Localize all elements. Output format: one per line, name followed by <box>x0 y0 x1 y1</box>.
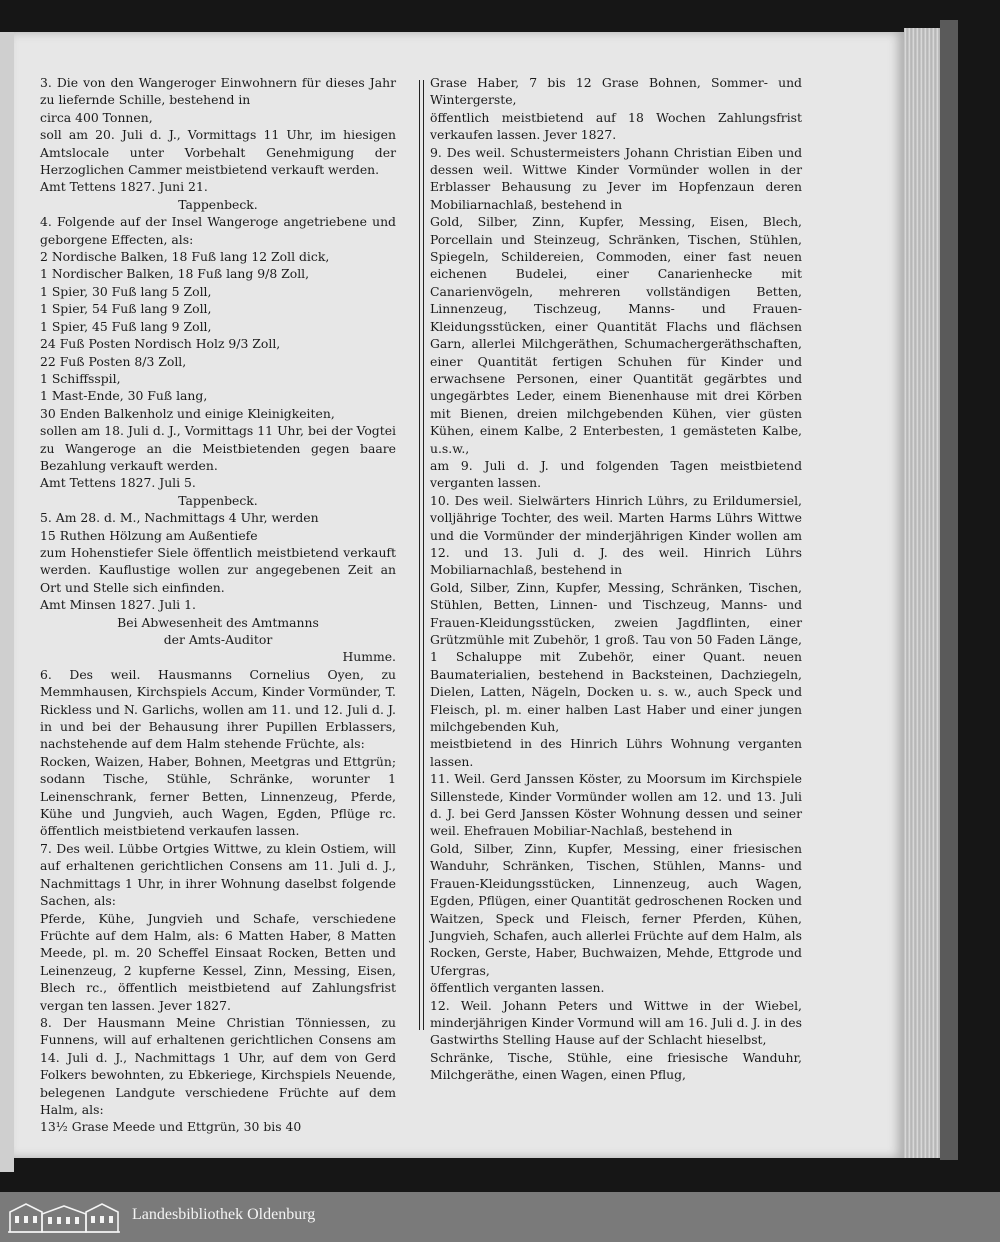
notice-10: 10. Des weil. Sielwärters Hinrich Lührs, zu Erildumersiel, volljährige Tochter, des weil. Marten Harms Lührs Wittwe und die Vormünder der minderjährigen Kinder wollen am 12. und 13. Juli d. J. des weil. Hinrich Lührs Mobiliarnachlaß, bestehend in Gold, Silber, Zinn, Kupfer, Messing, Schränken, Tischen, Stühlen, Betten, Linnen- und Tischzeug, Manns- und Frauen-Kleidungsstücken, zweien Jagdflinten, einer Grützmühle mit Zubehör, 1 groß. Tau von 50 Faden Länge, 1 Schaluppe mit Zubehör, einer Quant. neuen Baumaterialien, bestehend in Backsteinen, Dachziegeln, Dielen, Latten, Nägeln, Docken u. s. w., auch Speck und Fleisch, pl. m. einer halben Last Haber und einer jungen milchgebenden Kuh, meistbietend in des Hinrich Lührs Wohnung verganten lassen. <box>430 492 802 769</box>
facing-page-edge <box>0 32 14 1172</box>
right-text-column <box>430 74 802 1084</box>
column-divider <box>419 80 424 1030</box>
notice-8: 8. Der Hausmann Meine Christian Tönniessen, zu Funnens, will auf erhaltenen gerichtlichen Consens am 14. Juli d. J., Nachmittags 1 Uhr, auf dem von Gerd Folkers bewohnten, zu Ebkeriege, Kirchspiels Neuende, belegenen Landgute verschiedene Früchte auf dem Halm, als: 13½ Grase Meede und Ettgrün, 30 bis 40 <box>40 1014 396 1135</box>
signature-tappenbeck-1: Tappenbeck. <box>178 196 258 212</box>
notice-3: 3. Die von den Wangeroger Einwohnern für dieses Jahr zu liefernde Schille, bestehend in circa 400 Tonnen, soll am 20. Juli d. J., Vormittags 11 Uhr, im hiesigen Amtslocale unter Vorbehalt Genehmigung der Herzoglichen Cammer meistbietend verkauft werden. Amt Tettens 1827. Juni 21. <box>40 75 396 195</box>
library-building-logo-icon <box>8 1200 120 1234</box>
notice-6: 6. Des weil. Hausmanns Cornelius Oyen, zu Memmhausen, Kirchspiels Accum, Kinder Vormünder, T. Rickless und N. Garlichs, wollen am 11. und 12. Juli d. J. in und bei der Behausung ihrer Pupillen Erblassers, nachstehende auf dem Halm stehende Früchte, als: Rocken, Waizen, Haber, Bohnen, Meetgras und Ettgrün; sodann Tische, Stühle, Schränke, worunter 1 Leinenschrank, ferner Betten, Linnenzeug, Pferde, Kühe und Jungvieh, auch Wagen, Egden, Pflüge rc. öffentlich meistbietend verkaufen lassen. <box>40 666 396 839</box>
library-footer-bar <box>0 1192 1000 1242</box>
signature-humme: Humme. <box>342 649 396 665</box>
notice-9: 9. Des weil. Schustermeisters Johann Christian Eiben und dessen weil. Wittwe Kinder Vormünder wollen in der Erblasser Behausung zu Jever im Hopfenzaun deren Mobiliarnachlaß, bestehend in Gold, Silber, Zinn, Kupfer, Messing, Eisen, Blech, Porcellain und Steinzeug, Schränken, Tischen, Stühlen, Spiegeln, Schildereien, Commoden, einer fast neuen eichenen Budelei, einer Canarienhecke mit Canarienvögeln, mehreren vollständigen Betten, Linnenzeug, Tischzeug, Manns- und Frauen-Kleidungsstücken, einer Quantität Flachs und flächsen Garn, allerlei Milchgeräthen, Schumachergeräthschaften, einer Quantität fertigen Schuhen für Kinder und erwachsene Personen, einer Quantität gegärbtes und ungegärbtes Leder, einem Bienenhause mit drei Körben mit Bienen, dreien milchgebenden Kühen, vier güsten Kühen, einem Kalbe, 2 Enterbesten, 1 gemästeten Kalbe, u.s.w., am 9. Juli d. J. und folgenden Tagen meistbietend verganten lassen. <box>430 144 802 491</box>
left-text-column <box>40 74 396 1136</box>
library-name: Landesbibliothek Oldenburg <box>132 1206 316 1223</box>
notice-5: 5. Am 28. d. M., Nachmittags 4 Uhr, werden 15 Ruthen Hölzung am Außentiefe zum Hohenstiefer Siele öffentlich meistbietend verkauft werden. Kauflustige wollen zur angegebenen Zeit an Ort und Stelle sich einfinden. Amt Minsen 1827. Juli 1. <box>40 510 396 613</box>
notice-7: 7. Des weil. Lübbe Ortgies Wittwe, zu klein Ostiem, will auf erhaltenen gerichtlichen Consens am 11. Juli d. J., Nachmittags 1 Uhr, in ihrer Wohnung daselbst folgende Sachen, als: Pferde, Kühe, Jungvieh und Schafe, verschiedene Früchte auf dem Halm, als: 6 Matten Haber, 8 Matten Meede, pl. m. 20 Scheffel Einsaat Rocken, Betten und Leinenzeug, 2 kupferne Kessel, Zinn, Messing, Eisen, Blech rc., öffentlich meistbietend auf Zahlungsfrist vergan ten lassen. Jever 1827. <box>40 840 396 1013</box>
notice-11: 11. Weil. Gerd Janssen Köster, zu Moorsum im Kirchspiele Sillenstede, Kinder Vormünder wollen am 12. und 13. Juli d. J. bei Gerd Janssen Köster Wohnung dessen und seiner weil. Ehefrauen Mobiliar-Nachlaß, bestehend in Gold, Silber, Zinn, Kupfer, Messing, einer friesischen Wanduhr, Schränken, Tischen, Stühlen, Manns- und Frauen-Kleidungsstücken, Linnenzeug, auch Wagen, Egden, Pflügen, einer Quantität gedroschenen Rocken und Waitzen, Speck und Fleisch, ferner Pferden, Kühen, Jungvieh, Schafen, auch allerlei Früchte auf dem Halm, als Rocken, Gerste, Haber, Buchwaizen, Mehde, Ettgrode und Ufergras, öffentlich verganten lassen. <box>430 771 802 996</box>
book-spine <box>940 20 958 1160</box>
notice-8-continued: Grase Haber, 7 bis 12 Grase Bohnen, Sommer- und Wintergerste, öffentlich meistbietend auf 18 Wochen Zahlungsfrist verkaufen lassen. Jever 1827. <box>430 75 802 143</box>
signature-auditor-line: Bei Abwesenheit des Amtmanns der Amts-Auditor <box>117 614 319 647</box>
signature-tappenbeck-2: Tappenbeck. <box>178 492 258 508</box>
notice-4: 4. Folgende auf der Insel Wangeroge angetriebene und geborgene Effecten, als: 2 Nordische Balken, 18 Fuß lang 12 Zoll dick, 1 Nordischer Balken, 18 Fuß lang 9/8 Zoll, 1 Spier, 30 Fuß lang 5 Zoll, 1 Spier, 54 Fuß lang 9 Zoll, 1 Spier, 45 Fuß lang 9 Zoll, 24 Fuß Posten Nordisch Holz 9/3 Zoll, 22 Fuß Posten 8/3 Zoll, 1 Schiffsspil, 1 Mast-Ende, 30 Fuß lang, 30 Enden Balkenholz und einige Kleinigkeiten, sollen am 18. Juli d. J., Vormittags 11 Uhr, bei der Vogtei zu Wangeroge an die Meistbietenden gegen baare Bezahlung verkauft werden. Amt Tettens 1827. Juli 5. <box>40 214 396 491</box>
notice-12: 12. Weil. Johann Peters und Wittwe in der Wiebel, minderjährigen Kinder Vormund will am 16. Juli d. J. in des Gastwirths Stelling Hause auf der Schlacht hieselbst, Schränke, Tische, Stühle, eine friesische Wanduhr, Milchgeräthe, einen Wagen, einen Pflug, <box>430 997 802 1083</box>
